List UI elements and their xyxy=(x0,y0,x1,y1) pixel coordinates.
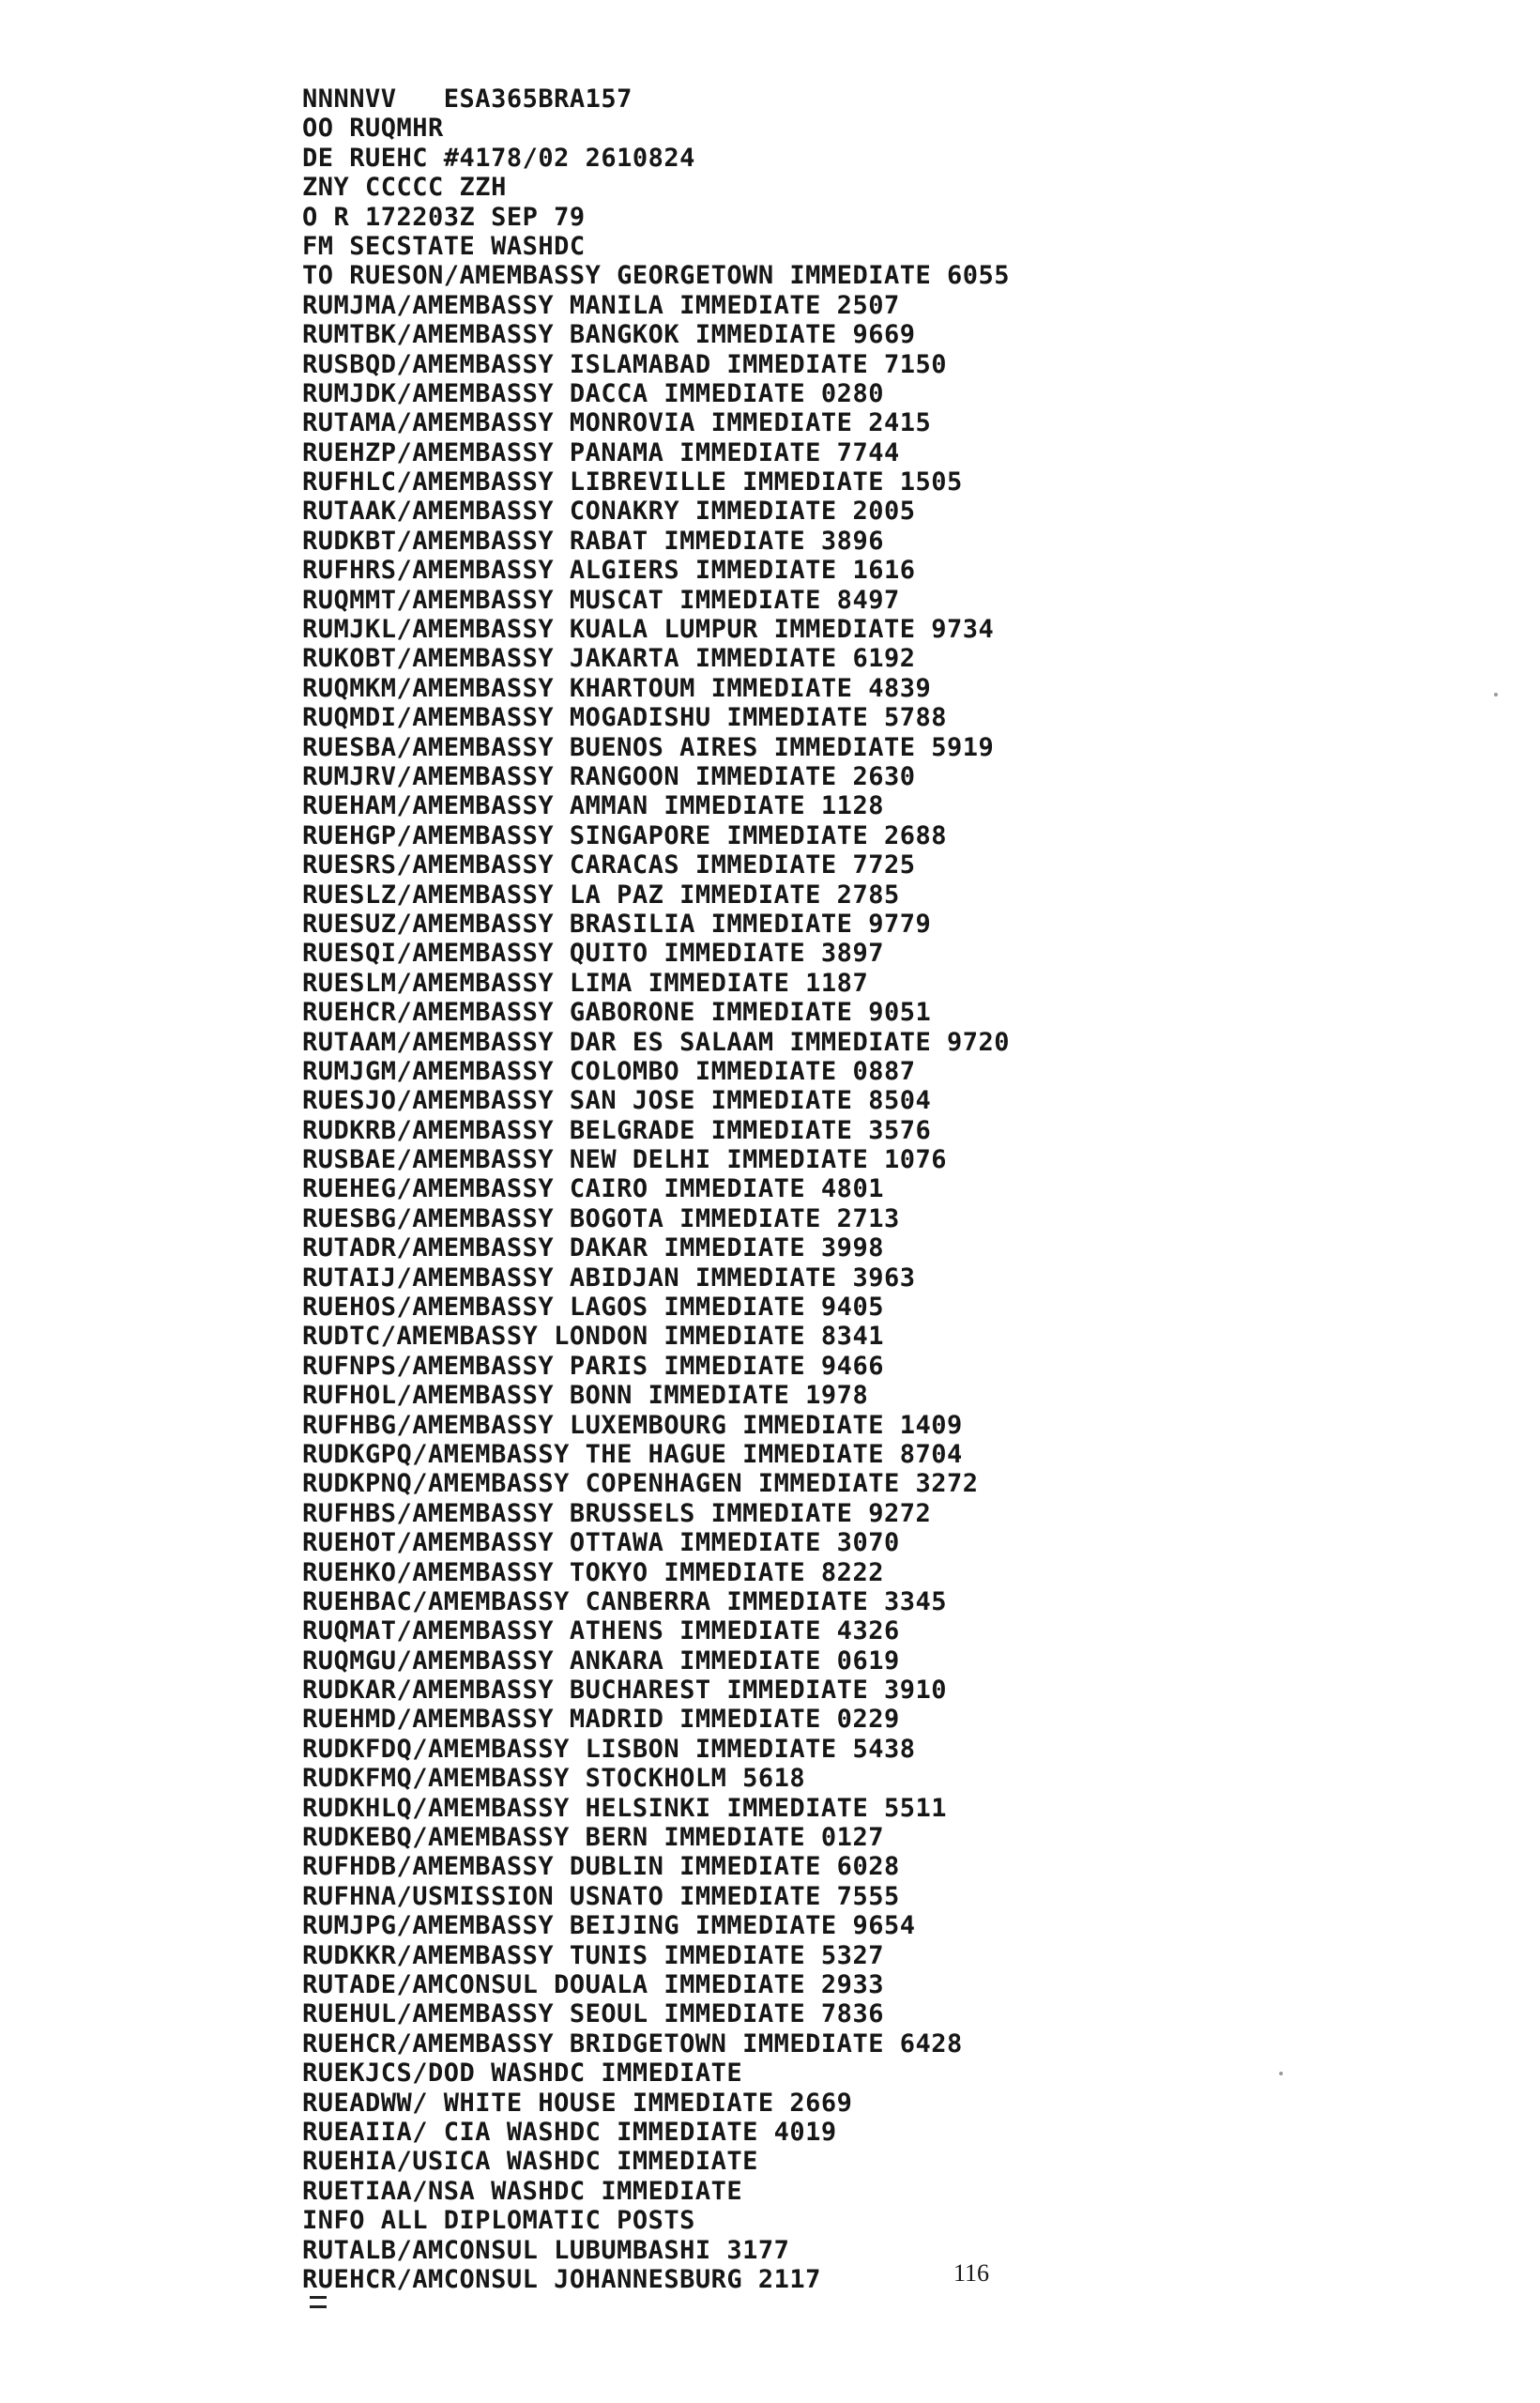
address-line: RUTADE/AMCONSUL DOUALA IMMEDIATE 2933 xyxy=(302,1970,884,1999)
address-line: RUMTBK/AMEMBASSY BANGKOK IMMEDIATE 9669 xyxy=(302,320,916,350)
address-line: RUTAAK/AMEMBASSY CONAKRY IMMEDIATE 2005 xyxy=(302,497,916,527)
end-of-message-mark xyxy=(310,2294,327,2313)
address-line: RUMJGM/AMEMBASSY COLOMBO IMMEDIATE 0887 xyxy=(302,1056,916,1086)
address-line: RUDKFMQ/AMEMBASSY STOCKHOLM 5618 xyxy=(302,1764,806,1794)
address-line: TO RUESON/AMEMBASSY GEORGETOWN IMMEDIATE 6055 xyxy=(302,261,1010,291)
address-line: RUQMAT/AMEMBASSY ATHENS IMMEDIATE 4326 xyxy=(302,1616,900,1646)
address-line: RUMJPG/AMEMBASSY BEIJING IMMEDIATE 9654 xyxy=(302,1911,916,1941)
address-line: RUDKBT/AMEMBASSY RABAT IMMEDIATE 3896 xyxy=(302,526,884,556)
address-line: RUETIAA/NSA WASHDC IMMEDIATE xyxy=(302,2176,743,2206)
address-line: RUFNPS/AMEMBASSY PARIS IMMEDIATE 9466 xyxy=(302,1351,884,1381)
address-line: RUEKJCS/DOD WASHDC IMMEDIATE xyxy=(302,2059,743,2089)
header-line: FM SECSTATE WASHDC xyxy=(302,231,586,261)
scan-speck xyxy=(1494,693,1498,696)
address-line: RUDKKR/AMEMBASSY TUNIS IMMEDIATE 5327 xyxy=(302,1940,884,1970)
address-line: RUQMDI/AMEMBASSY MOGADISHU IMMEDIATE 5788 xyxy=(302,703,947,733)
address-line: RUTADR/AMEMBASSY DAKAR IMMEDIATE 3998 xyxy=(302,1233,884,1263)
address-line: RUFHBG/AMEMBASSY LUXEMBOURG IMMEDIATE 1409 xyxy=(302,1410,963,1440)
address-line: RUFHOL/AMEMBASSY BONN IMMEDIATE 1978 xyxy=(302,1381,869,1411)
address-line: RUDKFDQ/AMEMBASSY LISBON IMMEDIATE 5438 xyxy=(302,1734,916,1764)
address-line: RUEHUL/AMEMBASSY SEOUL IMMEDIATE 7836 xyxy=(302,1999,884,2029)
address-line: RUEHOS/AMEMBASSY LAGOS IMMEDIATE 9405 xyxy=(302,1293,884,1323)
address-line: RUEHZP/AMEMBASSY PANAMA IMMEDIATE 7744 xyxy=(302,437,900,467)
address-line: RUESLM/AMEMBASSY LIMA IMMEDIATE 1187 xyxy=(302,968,869,998)
address-line: RUQMKM/AMEMBASSY KHARTOUM IMMEDIATE 4839 xyxy=(302,673,932,703)
address-line: RUMJKL/AMEMBASSY KUALA LUMPUR IMMEDIATE 9734 xyxy=(302,615,995,645)
address-line: RUMJMA/AMEMBASSY MANILA IMMEDIATE 2507 xyxy=(302,290,900,320)
address-line: RUEHAM/AMEMBASSY AMMAN IMMEDIATE 1128 xyxy=(302,791,884,821)
address-line: RUFHBS/AMEMBASSY BRUSSELS IMMEDIATE 9272 xyxy=(302,1498,932,1528)
address-line: RUEHIA/USICA WASHDC IMMEDIATE xyxy=(302,2147,758,2177)
end-mark-bar-bottom xyxy=(310,2305,327,2308)
address-line: RUTAAM/AMEMBASSY DAR ES SALAAM IMMEDIATE 9720 xyxy=(302,1027,1010,1057)
address-line: RUESBG/AMEMBASSY BOGOTA IMMEDIATE 2713 xyxy=(302,1203,900,1233)
header-line: DE RUEHC #4178/02 2610824 xyxy=(302,143,695,173)
scan-speck xyxy=(1279,2072,1283,2075)
address-line: RUTAIJ/AMEMBASSY ABIDJAN IMMEDIATE 3963 xyxy=(302,1263,916,1293)
address-line: RUESQI/AMEMBASSY QUITO IMMEDIATE 3897 xyxy=(302,939,884,969)
address-line: RUKOBT/AMEMBASSY JAKARTA IMMEDIATE 6192 xyxy=(302,644,916,674)
address-line: RUEAIIA/ CIA WASHDC IMMEDIATE 4019 xyxy=(302,2117,837,2147)
address-line: RUMJRV/AMEMBASSY RANGOON IMMEDIATE 2630 xyxy=(302,761,916,791)
address-line: RUMJDK/AMEMBASSY DACCA IMMEDIATE 0280 xyxy=(302,378,884,408)
address-line: RUESJO/AMEMBASSY SAN JOSE IMMEDIATE 8504 xyxy=(302,1086,932,1116)
address-line: RUDKAR/AMEMBASSY BUCHAREST IMMEDIATE 3910 xyxy=(302,1676,947,1706)
address-line: RUFHNA/USMISSION USNATO IMMEDIATE 7555 xyxy=(302,1881,900,1911)
header-line: OO RUQMHR xyxy=(302,114,444,144)
address-line: RUEADWW/ WHITE HOUSE IMMEDIATE 2669 xyxy=(302,2088,853,2118)
header-line: O R 172203Z SEP 79 xyxy=(302,202,586,232)
address-line: RUFHLC/AMEMBASSY LIBREVILLE IMMEDIATE 1505 xyxy=(302,467,963,497)
address-line: RUTAMA/AMEMBASSY MONROVIA IMMEDIATE 2415 xyxy=(302,408,932,438)
address-line: RUESRS/AMEMBASSY CARACAS IMMEDIATE 7725 xyxy=(302,850,916,880)
end-mark-bar-top xyxy=(310,2296,327,2299)
info-line: RUEHCR/AMCONSUL JOHANNESBURG 2117 xyxy=(302,2264,821,2294)
info-line: INFO ALL DIPLOMATIC POSTS xyxy=(302,2206,695,2236)
page-number: 116 xyxy=(953,2259,990,2287)
address-line: RUDKGPQ/AMEMBASSY THE HAGUE IMMEDIATE 8704 xyxy=(302,1439,963,1469)
address-line: RUDKHLQ/AMEMBASSY HELSINKI IMMEDIATE 5511 xyxy=(302,1793,947,1823)
address-line: RUQMGU/AMEMBASSY ANKARA IMMEDIATE 0619 xyxy=(302,1645,900,1676)
address-line: RUFHRS/AMEMBASSY ALGIERS IMMEDIATE 1616 xyxy=(302,556,916,586)
address-line: RUDTC/AMEMBASSY LONDON IMMEDIATE 8341 xyxy=(302,1322,884,1352)
header-line: ZNY CCCCC ZZH xyxy=(302,173,507,203)
address-line: RUESUZ/AMEMBASSY BRASILIA IMMEDIATE 9779 xyxy=(302,909,932,939)
address-line: RUDKPNQ/AMEMBASSY COPENHAGEN IMMEDIATE 3272 xyxy=(302,1469,979,1499)
address-line: RUEHMD/AMEMBASSY MADRID IMMEDIATE 0229 xyxy=(302,1705,900,1735)
info-line: RUTALB/AMCONSUL LUBUMBASHI 3177 xyxy=(302,2235,790,2265)
address-line: RUESLZ/AMEMBASSY LA PAZ IMMEDIATE 2785 xyxy=(302,880,900,910)
header-line: NNNNVV ESA365BRA157 xyxy=(302,84,633,114)
address-line: RUDKRB/AMEMBASSY BELGRADE IMMEDIATE 3576 xyxy=(302,1115,932,1145)
address-line: RUFHDB/AMEMBASSY DUBLIN IMMEDIATE 6028 xyxy=(302,1852,900,1882)
address-line: RUEHGP/AMEMBASSY SINGAPORE IMMEDIATE 2688 xyxy=(302,820,947,850)
telegram-body xyxy=(302,84,1447,2294)
address-line: RUESBA/AMEMBASSY BUENOS AIRES IMMEDIATE 5919 xyxy=(302,732,995,762)
address-line: RUEHCR/AMEMBASSY GABORONE IMMEDIATE 9051 xyxy=(302,998,932,1028)
address-line: RUEHOT/AMEMBASSY OTTAWA IMMEDIATE 3070 xyxy=(302,1528,900,1558)
address-line: RUDKEBQ/AMEMBASSY BERN IMMEDIATE 0127 xyxy=(302,1823,884,1853)
address-line: RUEHKO/AMEMBASSY TOKYO IMMEDIATE 8222 xyxy=(302,1557,884,1587)
address-line: RUQMMT/AMEMBASSY MUSCAT IMMEDIATE 8497 xyxy=(302,585,900,615)
address-line: RUEHCR/AMEMBASSY BRIDGETOWN IMMEDIATE 6428 xyxy=(302,2028,963,2059)
address-line: RUSBAE/AMEMBASSY NEW DELHI IMMEDIATE 1076 xyxy=(302,1145,947,1175)
address-line: RUEHEG/AMEMBASSY CAIRO IMMEDIATE 4801 xyxy=(302,1174,884,1204)
address-line: RUEHBAC/AMEMBASSY CANBERRA IMMEDIATE 3345 xyxy=(302,1586,947,1616)
address-line: RUSBQD/AMEMBASSY ISLAMABAD IMMEDIATE 7150 xyxy=(302,349,947,379)
